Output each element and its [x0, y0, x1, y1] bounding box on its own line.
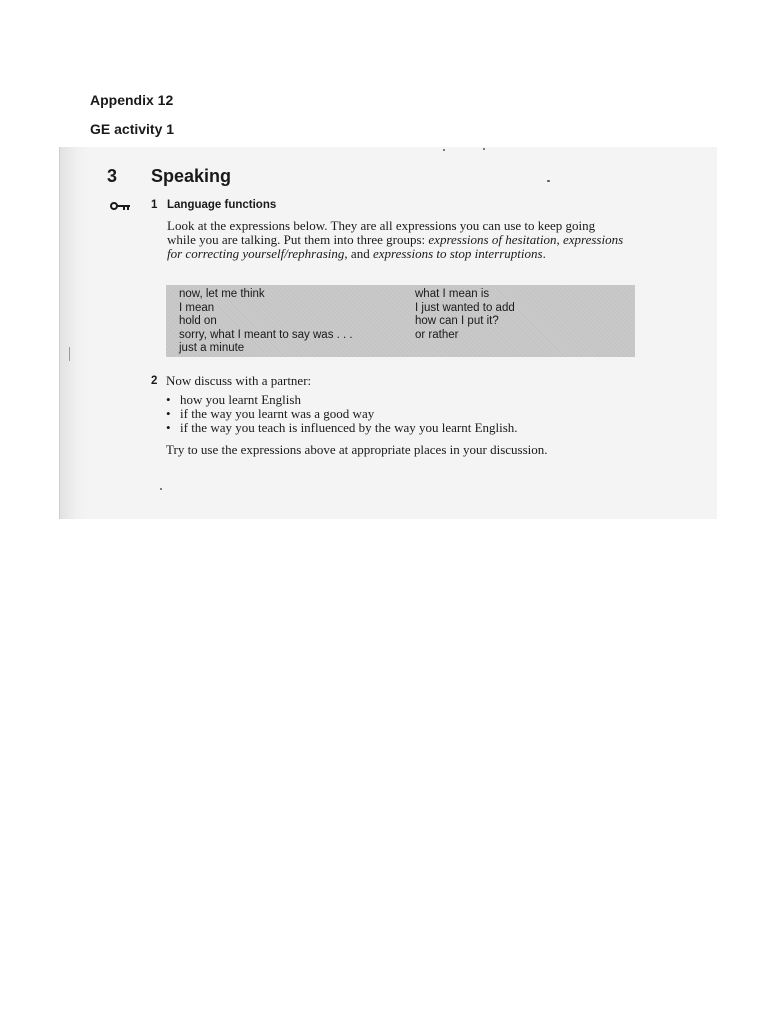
expression-item: I mean [179, 301, 215, 314]
bullet-icon: • [166, 392, 171, 407]
instructions-end: . [542, 246, 546, 261]
expression-item: sorry, what I meant to say was . . . [179, 328, 353, 341]
appendix-title: Appendix 12 [90, 92, 174, 108]
expression-item: I just wanted to add [415, 301, 515, 314]
instructions-sep1: , [556, 232, 563, 247]
expression-item: hold on [179, 315, 217, 328]
group-hesitation: expressions of hesitation [428, 232, 557, 247]
closing-instruction: Try to use the expressions above at appropriate places in your discussion. [166, 442, 548, 457]
discussion-bullet-list [166, 393, 518, 435]
section-title: Speaking [151, 166, 232, 186]
instructions-sep2: , and [344, 246, 373, 261]
expressions-box [166, 285, 635, 357]
expressions-left-column [179, 288, 353, 356]
list-item: • how you learnt English [166, 392, 301, 407]
instructions-intro: Look at the expressions below. They are all expressions you can use to keep going while you are talking. Put them into three groups: [167, 218, 596, 247]
group-interruptions: expressions to stop interruptions [372, 246, 543, 261]
expression-item: how can I put it? [415, 315, 499, 328]
expression-item: just a minute [179, 342, 245, 355]
key-icon [110, 201, 132, 213]
part1-number: 1 [151, 199, 158, 211]
group-correcting: expressions for correcting yourself/rephrasing [167, 232, 624, 261]
expression-item: now, let me think [179, 288, 265, 300]
part2-prompt: Now discuss with a partner: [166, 373, 312, 388]
expressions-right-column [415, 288, 515, 342]
scanned-page [59, 147, 717, 519]
part2-number: 2 [151, 375, 158, 387]
section-number: 3 [107, 166, 118, 186]
bullet-icon: • [166, 406, 171, 421]
bullet-icon: • [166, 420, 171, 435]
list-item: • if the way you learnt was a good way [166, 406, 375, 421]
part1-title: Language functions [167, 199, 277, 211]
list-item: • if the way you teach is influenced by the way you learnt English. [166, 420, 518, 435]
expression-item: what I mean is [415, 288, 490, 300]
activity-title: GE activity 1 [90, 121, 175, 137]
part1-instructions [167, 219, 627, 261]
scan-edge-shadow [60, 147, 88, 519]
expression-item: or rather [415, 328, 459, 341]
